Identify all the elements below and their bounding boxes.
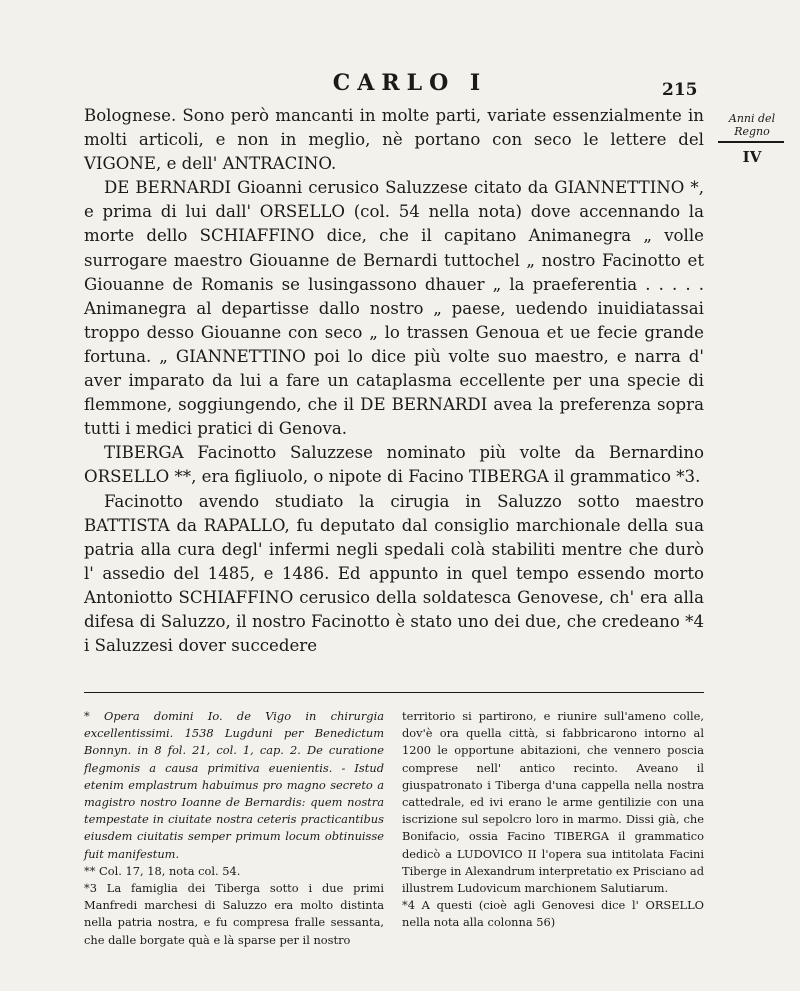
body-text [84,104,704,658]
footnotes-left-column [84,708,384,949]
footnote-3-continued: territorio si partirono, e riunire sull'ameno colle, dov'è ora quella città, si fabbricarono intorno al 1200 le opportune abitazioni, che vennero poscia comprese nell' antico recinto. Aveano il giuspatronato i Tiberga d'una cappella nella nostra cattedrale, ed ivi erano le arme gentilizie con una iscrizione sul sepolcro loro in marmo. Dissi già, che Bonifacio, ossia Facino TIBERGA il grammatico dedicò a LUDOVICO II l'opera sua intitolata Facini Tiberge in Alexandrum interpretatio ex Prisciano ad illustrem Ludovicum marchionem Salutiarum. [402,709,705,896]
running-head: CARLO I [332,70,488,96]
paragraph-2: DE BERNARDI Gioanni cerusico Saluzzese citato da GIANNETTINO *, e prima di lui dall' ORSELLO (col. 54 nella nota) dove accennando la morte dello SCHIAFFINO dice, che il capitano Animanegra „ volle surrogare maestro Giouanne de Bernardi tuttochel „ nostro Facinotto et Giouanne de Romanis se lusingassono dhauer „ la praeferentia . . . . . Animanegra al departisse dallo nostro „ paese, uedendo inuidiatassai troppo desso Giouanne con seco „ lo trassen Genoua et ue fecie grande fortuna. „ GIANNETTINO poi lo dice più volte suo maestro, e narra d' aver imparato da lui a fare un cataplasma eccellente per una specie di flemmone, soggiungendo, che il DE BERNARDI avea la preferenza sopra tutti i medici pratici di Genova. [84,178,704,439]
margin-rule [718,141,784,143]
footnotes-right-column [402,708,704,932]
paragraph-3: TIBERGA Facinotto Saluzzese nominato più volte da Bernardino ORSELLO **, era figliuolo, o nipote di Facino TIBERGA il grammatico *3. [84,443,704,487]
margin-numeral: IV [742,148,762,166]
paragraph-4: Facinotto avendo studiato la cirugia in Saluzzo sotto maestro BATTISTA da RAPALLO, fu deputato dal consiglio marchionale della sua patria alla cura degl' infermi negli spedali colà stabiliti mentre che durò l' assedio del 1485, e 1486. Ed appunto in quel tempo essendo morto Antoniotto SCHIAFFINO cerusico della soldatesca Genovese, ch' era alla difesa di Saluzzo, il nostro Facinotto è stato uno dei due, che credeano *4 i Saluzzesi dover succedere [84,491,704,656]
footnote-2: ** Col. 17, 18, nota col. 54. [84,863,241,878]
paragraph-1: Bolognese. Sono però mancanti in molte parti, variate essenzialmente in molti articoli, e non in meglio, nè portano con seco le lettere del VIGONE, e dell' ANTRACINO. [84,106,704,174]
margin-label: Anni del Regno [728,112,776,138]
footnote-divider [84,692,704,693]
margin-note [712,112,792,164]
footnote-1: * Opera domini Io. de Vigo in chirurgia excellentissimi. 1538 Lugduni per Benedictum Bonnyn. in 8 fol. 21, col. 1, cap. 2. De curatione flegmonis a causa primitiva euenientis. - Istud etenim emplastrum habuimus pro magno secreto a magistro nostro Ioanne de Bernardis: quem nostra tempestate in ciuitate nostra ceteris practicantibus eiusdem ciuitatis semper primum locum obtinuisse fuit manifestum. [84,709,384,861]
footnote-3: *3 La famiglia dei Tiberga sotto i due primi Manfredi marchesi di Saluzzo era molto distinta nella patria nostra, e fu compresa fralle sessanta, che dalle borgate quà e là sparse per il nostro [84,881,384,947]
footnote-4: *4 A questi (cioè agli Genovesi dice l' ORSELLO nella nota alla colonna 56) [402,898,704,930]
page-number: 215 [662,80,698,100]
